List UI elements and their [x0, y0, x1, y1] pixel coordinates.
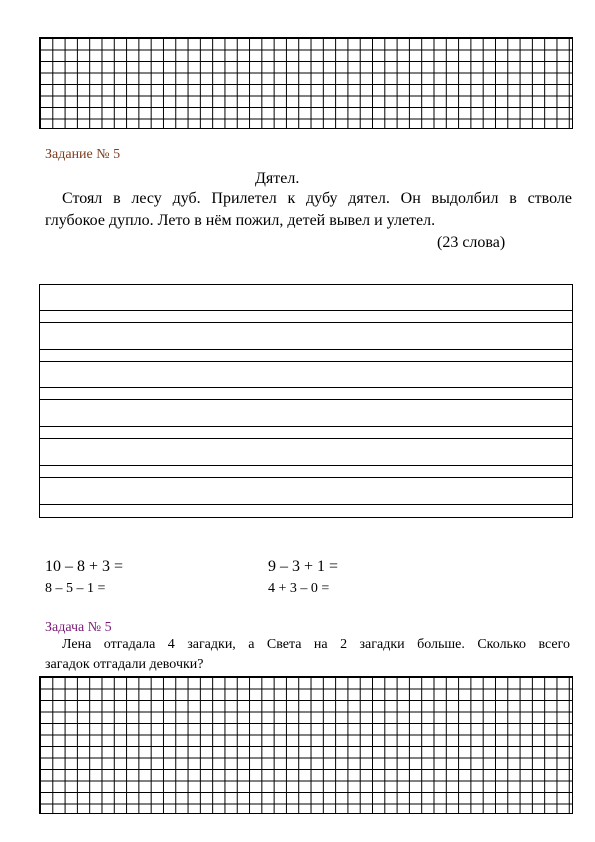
top-grid-area — [39, 37, 573, 129]
equation: 9 – 3 + 1 = — [268, 558, 339, 575]
writing-rule — [40, 284, 572, 285]
writing-rule — [40, 361, 572, 362]
equation: 8 – 5 – 1 = — [45, 581, 106, 596]
writing-rule — [40, 349, 572, 350]
story-title: Дятел. — [255, 170, 300, 187]
problem-heading: Задача № 5 — [45, 620, 112, 635]
writing-rule — [40, 438, 572, 439]
equation: 4 + 3 – 0 = — [268, 581, 330, 596]
writing-rule — [40, 504, 572, 505]
writing-lines-area — [39, 284, 573, 518]
problem-text-line: Лена отгадала 4 загадки, а Света на 2 загадки больше. Сколько всего — [62, 637, 570, 652]
word-count: (23 слова) — [437, 234, 506, 251]
problem-text-line: загадок отгадали девочки? — [45, 657, 204, 672]
writing-rule — [40, 465, 572, 466]
writing-rule — [40, 322, 572, 323]
story-line: Стоял в лесу дуб. Прилетел к дубу дятел. Он выдолбил в стволе — [62, 190, 572, 207]
story-line: глубокое дупло. Лето в нём пожил, детей вывел и улетел. — [45, 212, 436, 229]
bottom-grid-area — [39, 676, 573, 814]
writing-rule — [40, 426, 572, 427]
writing-rule — [40, 399, 572, 400]
writing-rule — [40, 310, 572, 311]
equation: 10 – 8 + 3 = — [45, 558, 124, 575]
writing-rule — [40, 387, 572, 388]
writing-rule — [40, 477, 572, 478]
task-heading: Задание № 5 — [45, 147, 121, 162]
writing-rule — [40, 517, 572, 518]
